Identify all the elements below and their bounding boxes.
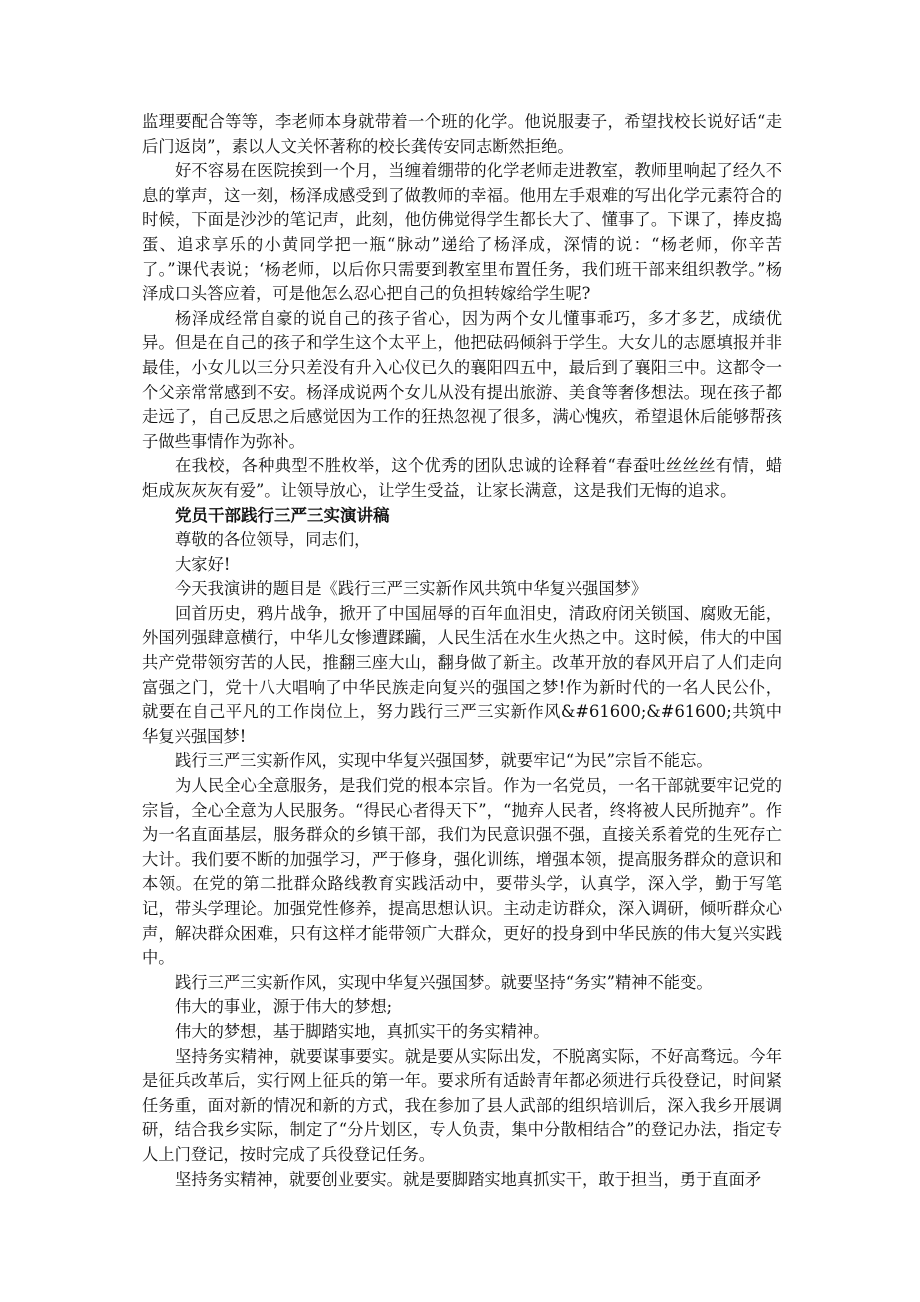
paragraph: 好不容易在医院挨到一个月，当缠着绷带的化学老师走进教室，教师里响起了经久不息的掌声，这一刻，杨泽成感受到了做教师的幸福。他用左手艰难的写出化学元素符合的时候，下面是沙沙的笔记声，此刻，他仿佛觉得学生都长大了、懂事了。下课了，捧皮捣蛋、追求享乐的小黄同学把一瓶“脉动”递给了杨泽成，深情的说：“杨老师，你辛苦了。”课代表说；‘杨老师，以后你只需要到教室里布置任务，我们班干部来组织教学。”杨泽成口头答应着，可是他怎么忍心把自己的负担转嫁给学生呢? <box>142 161 782 304</box>
paragraph-continued: 监理要配合等等，李老师本身就带着一个班的化学。他说服妻子，希望找校长说好话“走后门返岗”，素以人文关怀著称的校长龚传安同志断然拒绝。 <box>142 112 782 156</box>
paragraph: 杨泽成经常自豪的说自己的孩子省心，因为两个女儿懂事乖巧，多才多艺，成绩优异。但是在自己的孩子和学生这个太平上，他把砝码倾斜于学生。大女儿的志愿填报并非最佳，小女儿以三分只差没有升入心仪已久的襄阳四五中，最后到了襄阳三中。这都令一个父亲常常感到不安。杨泽成说两个女儿从没有提出旅游、美食等奢侈想法。现在孩子都走远了，自己反思之后感觉因为工作的狂热忽视了很多，满心愧疚，希望退休后能够帮孩子做些事情作为弥补。 <box>142 308 782 451</box>
paragraph: 为人民全心全意服务，是我们党的根本宗旨。作为一名党员，一名干部就要牢记党的宗旨，全心全意为人民服务。“得民心者得天下”，“抛弃人民者，终将被人民所抛弃”。作为一名直面基层，服务群众的乡镇干部，我们为民意识强不强，直接关系着党的生死存亡大计。我们要不断的加强学习，严于修身，强化训练，增强本领，提高服务群众的意识和本领。在党的第二批群众路线教育实践活动中，要带头学，认真学，深入学，勤于写笔记，带头学理论。加强党性修养，提高思想认识。主动走访群众，深入调研，倾听群众心声，解决群众困难，只有这样才能带领广大群众，更好的投身到中华民族的伟大复兴实践中。 <box>142 776 782 968</box>
speech-title: 党员干部践行三严三实演讲稿 <box>175 505 390 525</box>
greeting: 大家好! <box>175 554 231 574</box>
section-heading: 践行三严三实新作风，实现中华复兴强国梦，就要牢记“为民”宗旨不能忘。 <box>175 751 713 771</box>
paragraph: 坚持务实精神，就要谋事要实。就是要从实际出发，不脱离实际，不好高骛远。今年是征兵改革后，实行网上征兵的第一年。要求所有适龄青年都必须进行兵役登记，时间紧任务重，面对新的情况和新的方式，我在参加了县人武部的组织培训后，深入我乡开展调研，结合我乡实际，制定了“分片划区，专人负责，集中分散相结合”的登记办法，指定专人上门登记，按时完成了兵役登记任务。 <box>142 1046 782 1164</box>
paragraph: 在我校，各种典型不胜枚举，这个优秀的团队忠诚的诠释着“春蚕吐丝丝丝有情，蜡炬成灰灰灰有爱”。让领导放心，让学生受益，让家长满意，这是我们无悔的追求。 <box>142 456 782 500</box>
paragraph-truncated: 坚持务实精神，就要创业要实。就是要脚踏实地真抓实干，敢于担当，勇于直面矛 <box>175 1169 762 1189</box>
section-heading: 践行三严三实新作风，实现中华复兴强国梦。就要坚持“务实”精神不能变。 <box>175 972 713 992</box>
document-page <box>142 110 782 1192</box>
salutation: 尊敬的各位领导，同志们， <box>175 530 371 550</box>
paragraph: 伟大的事业，源于伟大的梦想; <box>175 997 393 1017</box>
paragraph: 回首历史，鸦片战争，掀开了中国屈辱的百年血泪史，清政府闭关锁国、腐败无能，外国列强肆意横行，中华儿女惨遭蹂躏，人民生活在水生火热之中。这时候，伟大的中国共产党带领穷苦的人民，推翻三座大山，翻身做了新主。改革开放的春风开启了人们走向富强之门，党十八大唱响了中华民族走向复兴的强国之梦!作为新时代的一名人民公仆，就要在自己平凡的工作岗位上，努力践行三严三实新作风&#61600;&#61600;共筑中华复兴强国梦! <box>142 603 782 746</box>
paragraph: 伟大的梦想，基于脚踏实地，真抓实干的务实精神。 <box>175 1021 550 1041</box>
speech-topic: 今天我演讲的题目是《践行三严三实新作风共筑中华复兴强国梦》 <box>175 579 648 599</box>
